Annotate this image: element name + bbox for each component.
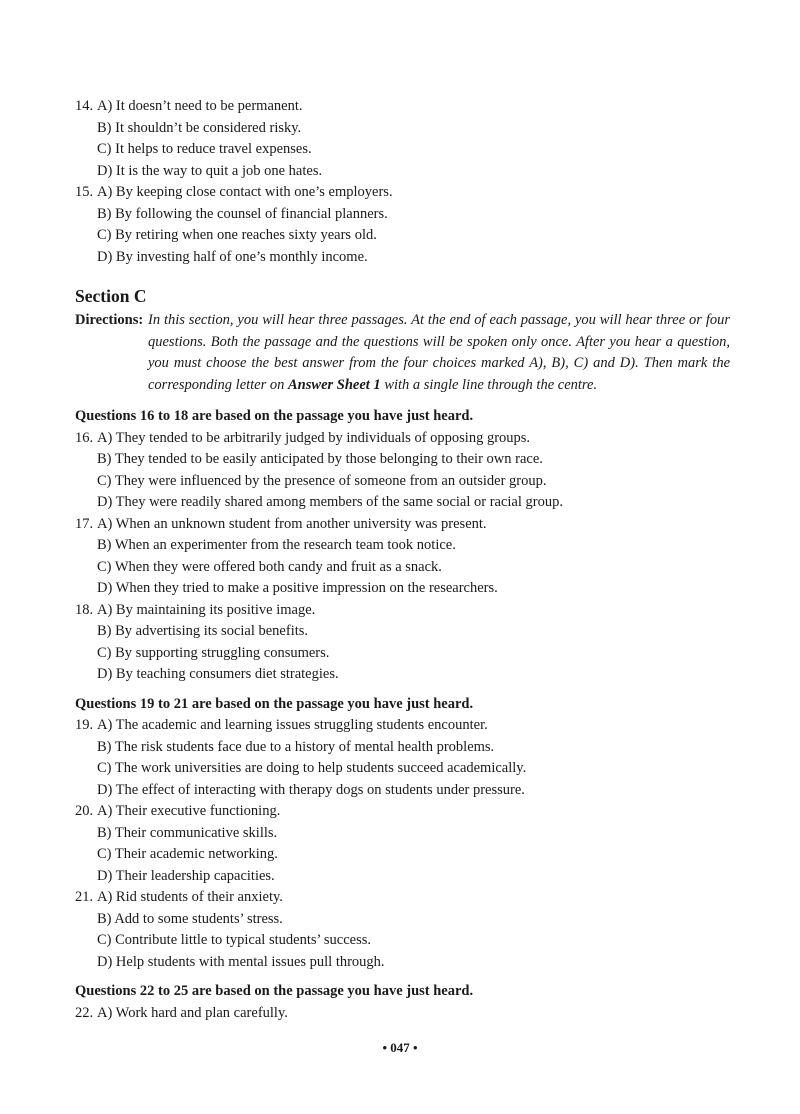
option-text: C) When they were offered both candy and fruit as a snack.: [97, 558, 442, 575]
option-text: D) When they tried to make a positive impression on the researchers.: [97, 580, 498, 596]
option-text: C) They were influenced by the presence of someone from an outsider group.: [97, 472, 547, 489]
question-group: [75, 973, 730, 1024]
answer-option: [75, 449, 730, 471]
question-item: [75, 600, 730, 686]
question-number: 14.: [75, 98, 94, 114]
option-text: B) Add to some students’ stress.: [97, 910, 283, 927]
answer-option: [75, 182, 730, 204]
question-item: [75, 801, 730, 887]
group-header: Questions 16 to 18 are based on the passage you have just heard.: [75, 408, 474, 424]
option-text: A) By maintaining its positive image.: [97, 601, 316, 618]
question-item: [75, 514, 730, 600]
page-number: • 047 •: [382, 1040, 418, 1055]
question-number: 21.: [75, 889, 94, 905]
option-text: D) By investing half of one’s monthly income.: [97, 248, 368, 265]
answer-option: [75, 866, 730, 888]
question-number: 18.: [75, 601, 94, 618]
answer-option: [75, 161, 730, 183]
answer-option: [75, 247, 730, 269]
option-text: A) It doesn’t need to be permanent.: [97, 98, 303, 114]
section-title: Section C: [75, 286, 147, 306]
option-text: C) By supporting struggling consumers.: [97, 644, 330, 661]
option-text: C) By retiring when one reaches sixty years old.: [97, 227, 377, 243]
question-number: 19.: [75, 717, 94, 733]
question-number: 22.: [75, 1004, 94, 1021]
question-number: 17.: [75, 515, 94, 532]
question-item: [75, 428, 730, 514]
option-text: B) By advertising its social benefits.: [97, 623, 309, 639]
option-text: D) By teaching consumers diet strategies.: [97, 666, 339, 682]
option-text: D) Help students with mental issues pull through.: [97, 953, 385, 970]
answer-option: [75, 225, 730, 247]
answer-option: [75, 823, 730, 845]
directions-label: Directions:: [75, 312, 144, 328]
option-text: B) By following the counsel of financial planners.: [97, 205, 388, 222]
answer-option: [75, 514, 730, 536]
answer-sheet-ref: Answer Sheet 1: [288, 376, 381, 393]
answer-option: [75, 715, 730, 737]
question-number: 20.: [75, 803, 94, 819]
answer-option: [75, 535, 730, 557]
question-group: [75, 406, 730, 686]
directions-text-part: In this section, you will hear three passages. At the end of each passage, you will hear three or four questions. Both the passage and the questions will be spoken only once. After you hear a question, you must choose the best answer from the four choices marked A), B), C) and D). Then mark the corresponding letter on: [148, 312, 730, 393]
question-item: [75, 715, 730, 801]
group-spacer: [75, 973, 730, 981]
option-text: C) It helps to reduce travel expenses.: [97, 141, 312, 157]
option-text: A) When an unknown student from another university was present.: [97, 515, 487, 532]
option-text: B) Their communicative skills.: [97, 824, 278, 841]
answer-option: [75, 428, 730, 450]
option-text: C) Their academic networking.: [97, 846, 278, 862]
question-number: 15.: [75, 184, 94, 200]
answer-option: [75, 930, 730, 952]
directions-text-end: with a single line through the centre.: [380, 376, 598, 393]
directions: [75, 310, 730, 396]
answer-option: [75, 118, 730, 140]
answer-option: [75, 758, 730, 780]
option-text: B) When an experimenter from the research team took notice.: [97, 537, 456, 553]
question-item: [75, 182, 730, 268]
answer-option: [75, 844, 730, 866]
page-content: [75, 96, 730, 1024]
option-text: D) The effect of interacting with therapy dogs on students under pressure.: [97, 781, 525, 798]
answer-option: [75, 952, 730, 974]
option-text: D) It is the way to quit a job one hates.: [97, 162, 323, 179]
answer-option: [75, 887, 730, 909]
answer-option: [75, 204, 730, 226]
answer-option: [75, 600, 730, 622]
question-groups: [75, 406, 730, 1024]
answer-option: [75, 909, 730, 931]
option-text: A) By keeping close contact with one’s employers.: [97, 184, 393, 200]
option-text: A) The academic and learning issues struggling students encounter.: [97, 717, 488, 733]
option-text: D) They were readily shared among members of the same social or racial group.: [97, 494, 563, 510]
question-number: 16.: [75, 429, 94, 446]
answer-option: [75, 737, 730, 759]
answer-option: [75, 557, 730, 579]
question-item: [75, 1003, 730, 1025]
option-text: B) They tended to be easily anticipated by those belonging to their own race.: [97, 451, 543, 467]
answer-option: [75, 492, 730, 514]
question-item: [75, 887, 730, 973]
option-text: C) The work universities are doing to help students succeed academically.: [97, 760, 527, 776]
questions-14-15: [75, 96, 730, 268]
option-text: B) It shouldn’t be considered risky.: [97, 119, 302, 136]
group-header: Questions 19 to 21 are based on the passage you have just heard.: [75, 695, 474, 712]
answer-option: [75, 1003, 730, 1025]
option-text: A) Work hard and plan carefully.: [97, 1004, 288, 1021]
answer-option: [75, 471, 730, 493]
question-group: [75, 686, 730, 974]
answer-option: [75, 96, 730, 118]
option-text: A) Their executive functioning.: [97, 803, 281, 819]
answer-option: [75, 621, 730, 643]
option-text: A) They tended to be arbitrarily judged by individuals of opposing groups.: [97, 429, 531, 446]
answer-option: [75, 780, 730, 802]
answer-option: [75, 139, 730, 161]
option-text: C) Contribute little to typical students’ success.: [97, 932, 371, 948]
answer-option: [75, 801, 730, 823]
option-text: B) The risk students face due to a history of mental health problems.: [97, 738, 495, 755]
group-header: Questions 22 to 25 are based on the passage you have just heard.: [75, 983, 474, 999]
answer-option: [75, 578, 730, 600]
question-item: [75, 96, 730, 182]
group-spacer: [75, 686, 730, 694]
option-text: D) Their leadership capacities.: [97, 867, 275, 884]
directions-text: [75, 310, 730, 396]
option-text: A) Rid students of their anxiety.: [97, 889, 283, 905]
answer-option: [75, 664, 730, 686]
answer-option: [75, 643, 730, 665]
